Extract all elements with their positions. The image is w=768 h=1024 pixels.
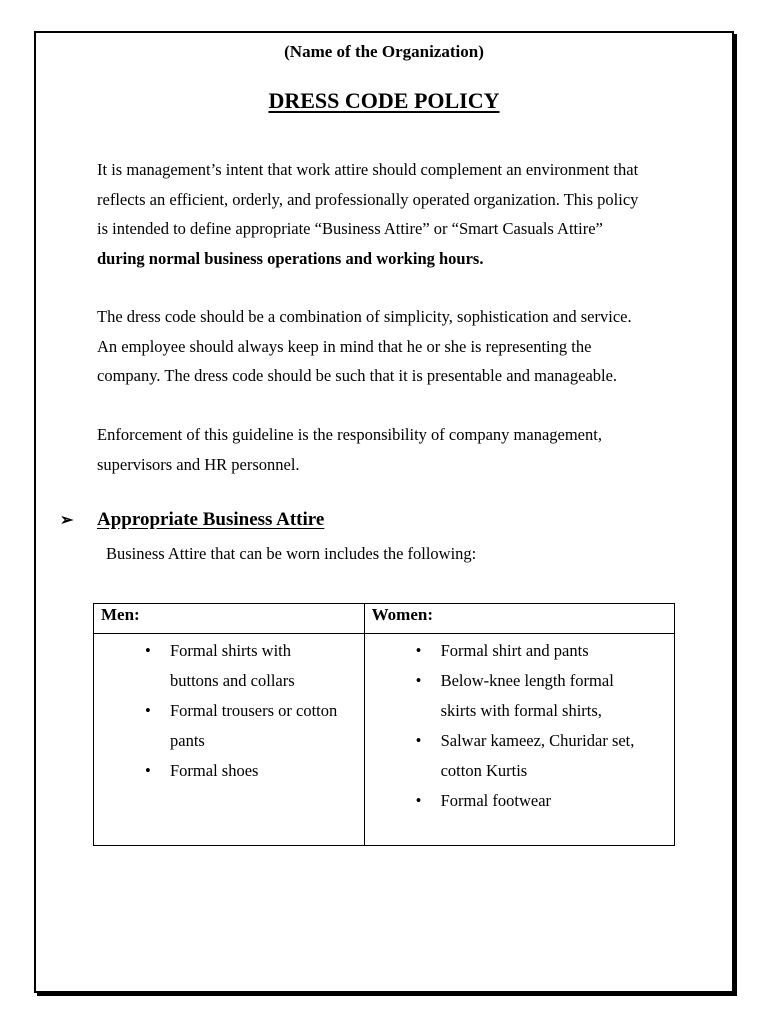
list-item-line: • Formal trousers or cotton	[170, 701, 338, 720]
document-title-text: DRESS CODE POLICY	[268, 88, 500, 113]
men-attire-list	[94, 636, 364, 786]
arrow-bullet-icon: ➢	[60, 512, 74, 529]
paragraph-line: It is management’s intent that work attire should complement an environment that	[97, 160, 639, 179]
paragraph-line: reflects an efficient, orderly, and professionally operated organization. This policy	[97, 189, 639, 209]
women-attire-cell	[364, 634, 674, 846]
dress-code-paragraph	[97, 302, 697, 391]
document-title	[0, 88, 768, 114]
women-column-header: Women:	[364, 604, 674, 634]
list-item-line: • Formal shirts with	[170, 641, 292, 660]
list-item	[365, 666, 674, 726]
women-attire-list	[365, 636, 674, 816]
enforcement-paragraph	[97, 420, 697, 479]
attire-table	[93, 603, 675, 846]
list-item-line: pants	[170, 731, 205, 750]
list-item-line: cotton Kurtis	[440, 761, 528, 780]
paragraph-line: company. The dress code should be such that it is presentable and manageable.	[97, 366, 618, 386]
list-item	[365, 636, 674, 666]
men-column-header: Men:	[94, 604, 365, 634]
list-item-line: buttons and collars	[170, 671, 295, 690]
paragraph-line: supervisors and HR personnel.	[97, 454, 300, 474]
list-item	[94, 756, 364, 786]
section-heading	[60, 509, 324, 531]
paragraph-line: during normal business operations and working hours.	[97, 248, 484, 268]
list-item-line: • Below-knee length formal	[440, 671, 614, 690]
paragraph-line: An employee should always keep in mind that he or she is representing the	[97, 336, 592, 356]
list-item	[365, 786, 674, 816]
list-item-line: • Formal footwear	[440, 791, 552, 810]
paragraph-line: The dress code should be a combination of simplicity, sophistication and service.	[97, 307, 632, 326]
organization-name: (Name of the Organization)	[284, 42, 484, 61]
men-attire-cell	[94, 634, 365, 846]
section-heading-text: Appropriate Business Attire	[97, 509, 325, 530]
list-item-line: • Formal shirt and pants	[440, 641, 589, 660]
paragraph-line: Enforcement of this guideline is the responsibility of company management,	[97, 425, 602, 444]
list-item-line: • Salwar kameez, Churidar set,	[440, 731, 635, 750]
list-item	[365, 726, 674, 786]
list-item	[94, 636, 364, 696]
section-intro: Business Attire that can be worn includes the following:	[106, 544, 477, 563]
list-item-line: skirts with formal shirts,	[440, 701, 602, 720]
intro-paragraph	[97, 155, 697, 273]
list-item	[94, 696, 364, 756]
list-item-line: • Formal shoes	[170, 761, 259, 780]
paragraph-line: is intended to define appropriate “Business Attire” or “Smart Casuals Attire”	[97, 219, 603, 239]
